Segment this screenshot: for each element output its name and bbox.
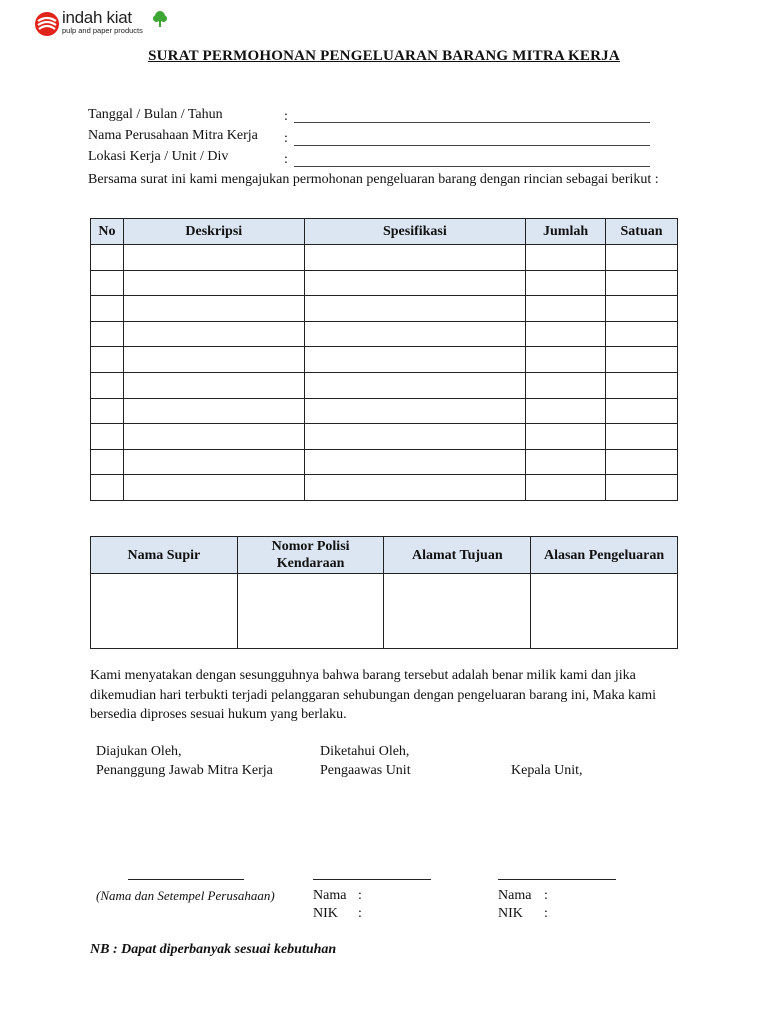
table-cell[interactable] (91, 449, 124, 475)
table-cell[interactable] (606, 475, 678, 501)
table-cell[interactable] (304, 449, 526, 475)
location-input-line[interactable] (294, 166, 650, 167)
table-cell[interactable] (123, 475, 304, 501)
document-title: SURAT PERMOHONAN PENGELUARAN BARANG MITRA KERJA (148, 48, 620, 64)
table-cell[interactable] (606, 398, 678, 424)
table-row (91, 574, 678, 649)
table-cell[interactable] (606, 424, 678, 450)
table-row (91, 296, 678, 322)
table-cell[interactable] (304, 475, 526, 501)
table-cell[interactable] (526, 372, 606, 398)
tree-icon (152, 10, 168, 28)
field-colon: : (284, 109, 288, 124)
company-input-line[interactable] (294, 145, 650, 146)
table-cell[interactable] (304, 372, 526, 398)
table-cell[interactable] (384, 574, 531, 649)
head-nik-colon: : (544, 906, 548, 921)
table-cell[interactable] (91, 475, 124, 501)
table-cell[interactable] (606, 347, 678, 373)
table-row (91, 475, 678, 501)
table-cell[interactable] (91, 424, 124, 450)
table-cell[interactable] (237, 574, 384, 649)
items-table (90, 218, 678, 501)
logo-brand-name: indah kiat (62, 8, 132, 27)
table-cell[interactable] (123, 398, 304, 424)
field-label-date: Tanggal / Bulan / Tahun (88, 107, 223, 122)
table-cell[interactable] (606, 321, 678, 347)
table-cell[interactable] (304, 296, 526, 322)
table-cell[interactable] (123, 372, 304, 398)
table-cell[interactable] (304, 347, 526, 373)
intro-paragraph: Bersama surat ini kami mengajukan permohonan pengeluaran barang dengan rincian sebagai berikut : (88, 172, 659, 187)
head-name-label: Nama (498, 888, 532, 903)
submitter-label-1: Diajukan Oleh, (96, 744, 182, 759)
table-cell[interactable] (526, 347, 606, 373)
table-cell[interactable] (123, 347, 304, 373)
table-cell[interactable] (304, 270, 526, 296)
items-header-quantity: Jumlah (526, 219, 606, 245)
indah-kiat-logo-icon (34, 11, 60, 37)
table-row (91, 398, 678, 424)
items-header-description: Deskripsi (123, 219, 304, 245)
table-cell[interactable] (123, 449, 304, 475)
table-cell[interactable] (606, 449, 678, 475)
driver-table-header-row (91, 537, 678, 574)
driver-header-destination: Alamat Tujuan (384, 537, 531, 574)
driver-header-reason: Alasan Pengeluaran (531, 537, 678, 574)
table-cell[interactable] (606, 296, 678, 322)
table-cell[interactable] (304, 424, 526, 450)
items-header-unit: Satuan (606, 219, 678, 245)
submitter-caption: (Nama dan Setempel Perusahaan) (96, 888, 275, 903)
table-row (91, 245, 678, 271)
table-cell[interactable] (531, 574, 678, 649)
supervisor-label-1: Diketahui Oleh, (320, 744, 410, 759)
items-table-header-row (91, 219, 678, 245)
table-cell[interactable] (526, 449, 606, 475)
supervisor-nik-label: NIK (313, 906, 338, 921)
supervisor-label-2: Pengaawas Unit (320, 763, 411, 778)
table-cell[interactable] (123, 245, 304, 271)
head-nik-label: NIK (498, 906, 523, 921)
field-label-company: Nama Perusahaan Mitra Kerja (88, 128, 258, 143)
driver-header-plate: Nomor Polisi Kendaraan (237, 537, 384, 574)
table-cell[interactable] (526, 424, 606, 450)
driver-table (90, 536, 678, 649)
table-row (91, 449, 678, 475)
table-cell[interactable] (123, 270, 304, 296)
table-cell[interactable] (123, 424, 304, 450)
items-header-specification: Spesifikasi (304, 219, 526, 245)
table-cell[interactable] (91, 398, 124, 424)
table-row (91, 372, 678, 398)
footnote: NB : Dapat diperbanyak sesuai kebutuhan (90, 942, 337, 957)
field-colon: : (284, 152, 288, 167)
table-cell[interactable] (123, 296, 304, 322)
head-name-colon: : (544, 888, 548, 903)
table-row (91, 270, 678, 296)
statement-paragraph: Kami menyatakan dengan sesungguhnya bahwa barang tersebut adalah benar milik kami dan jika dikemudian hari terbukti terjadi pelanggaran sehubungan dengan pengeluaran barang ini, Maka kami bersedia diproses sesuai hukum yang berlaku. (90, 668, 657, 722)
table-cell[interactable] (304, 321, 526, 347)
table-cell[interactable] (91, 270, 124, 296)
supervisor-name-label: Nama (313, 888, 347, 903)
field-colon: : (284, 131, 288, 146)
date-input-line[interactable] (294, 122, 650, 123)
submitter-signature-line[interactable] (128, 879, 244, 880)
table-cell[interactable] (91, 321, 124, 347)
head-signature-line[interactable] (498, 879, 616, 880)
driver-header-name: Nama Supir (91, 537, 238, 574)
items-header-no: No (91, 219, 124, 245)
supervisor-nik-colon: : (358, 906, 362, 921)
table-cell[interactable] (91, 245, 124, 271)
table-cell[interactable] (526, 245, 606, 271)
table-cell[interactable] (526, 398, 606, 424)
field-label-location: Lokasi Kerja / Unit / Div (88, 149, 229, 164)
table-cell[interactable] (526, 475, 606, 501)
table-cell[interactable] (606, 245, 678, 271)
head-label: Kepala Unit, (511, 763, 583, 778)
table-row (91, 347, 678, 373)
table-cell[interactable] (606, 270, 678, 296)
table-row (91, 424, 678, 450)
table-cell[interactable] (123, 321, 304, 347)
submitter-label-2: Penanggung Jawab Mitra Kerja (96, 763, 273, 778)
table-cell[interactable] (91, 347, 124, 373)
supervisor-signature-line[interactable] (313, 879, 431, 880)
table-cell[interactable] (304, 245, 526, 271)
table-row (91, 321, 678, 347)
table-cell[interactable] (91, 296, 124, 322)
table-cell[interactable] (606, 372, 678, 398)
table-cell[interactable] (526, 321, 606, 347)
table-cell[interactable] (91, 372, 124, 398)
table-cell[interactable] (304, 398, 526, 424)
table-cell[interactable] (526, 270, 606, 296)
supervisor-name-colon: : (358, 888, 362, 903)
logo-tagline: pulp and paper products (62, 26, 143, 35)
table-cell[interactable] (91, 574, 238, 649)
table-cell[interactable] (526, 296, 606, 322)
